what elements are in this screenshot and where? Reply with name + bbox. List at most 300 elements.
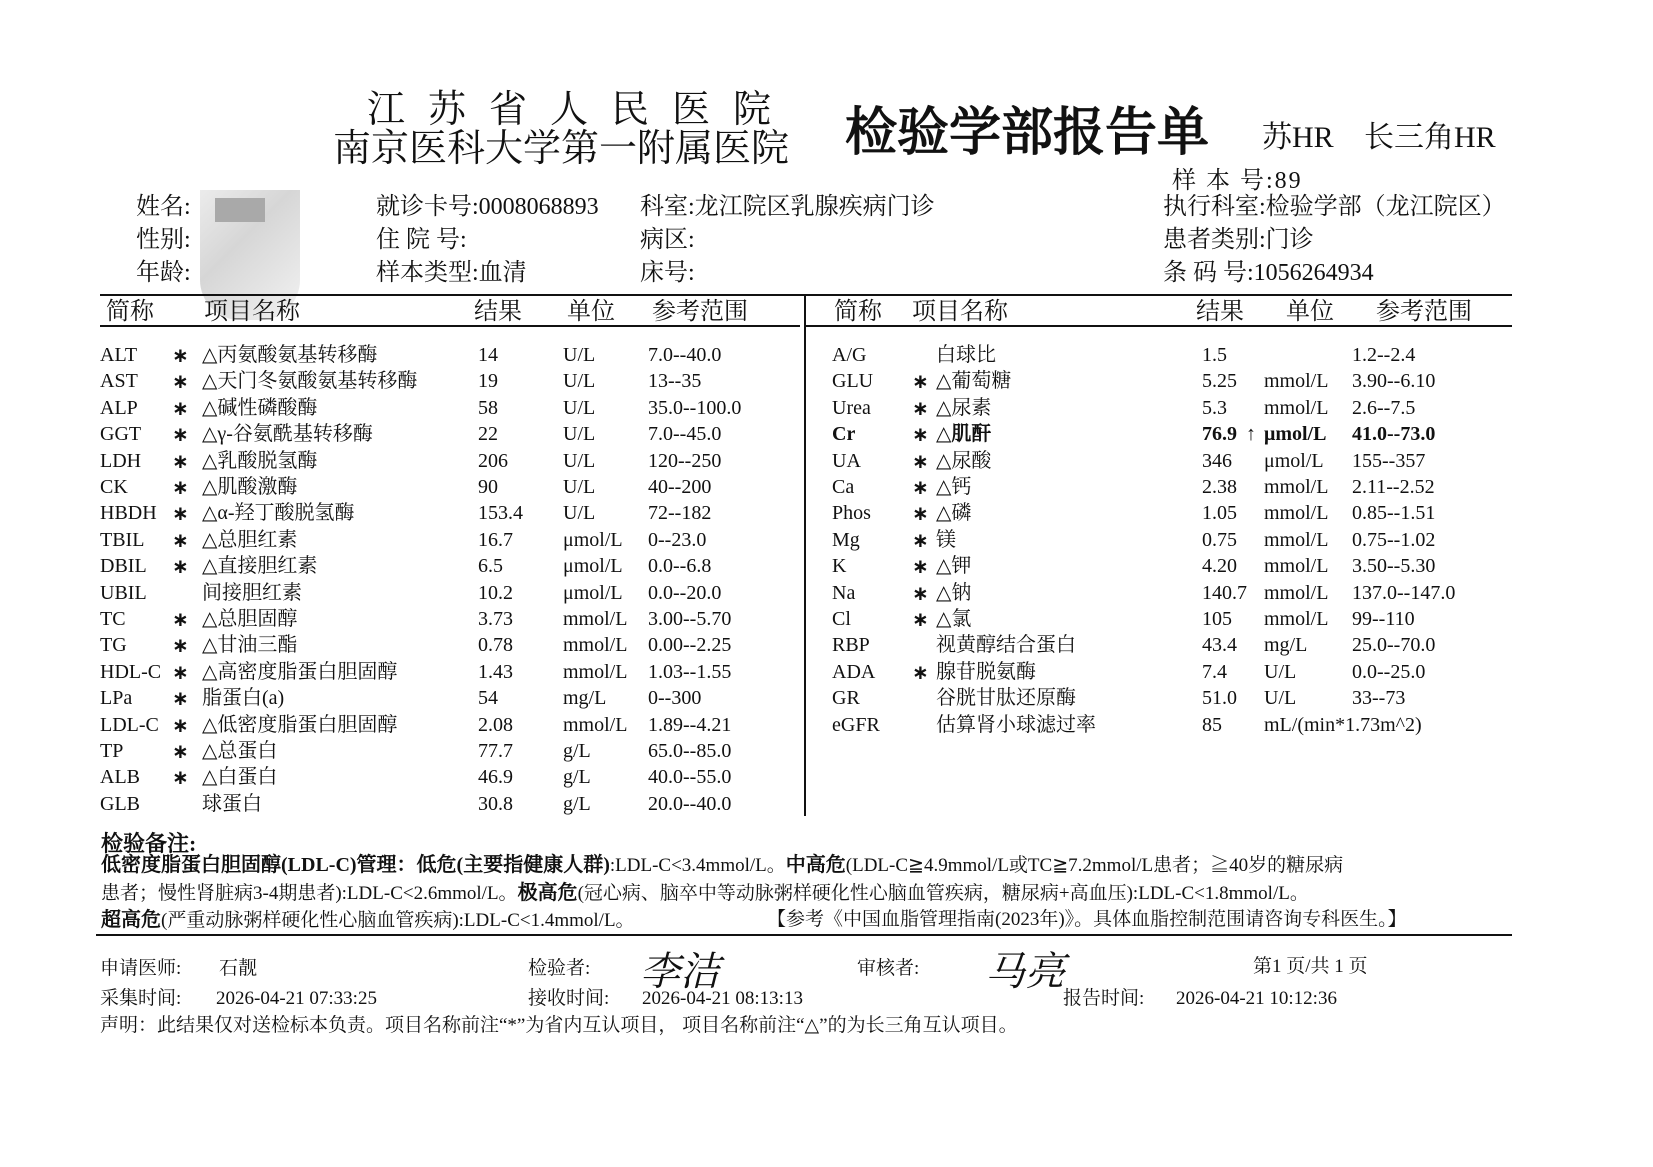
test-name: △总蛋白 [202, 740, 278, 762]
mutual-recognition-star-icon: ∗ [172, 343, 189, 367]
table-top-rule [100, 294, 1512, 296]
test-result: 85 [1202, 713, 1222, 736]
table-row [100, 660, 800, 686]
test-name: △肌酸激酶 [202, 476, 298, 498]
test-unit: μmol/L [563, 555, 623, 578]
test-name: △总胆红素 [202, 528, 298, 551]
test-result: 140.7 [1202, 581, 1247, 604]
test-abbr: Mg [832, 528, 860, 551]
test-unit: mmol/L [1264, 476, 1329, 498]
test-abbr: HDL-C [100, 660, 162, 683]
ward [640, 226, 695, 254]
hospital-name-line1: 江苏省人民医院 [367, 89, 795, 131]
test-result: 2.38 [1202, 476, 1237, 498]
collect-time: 2026-04-21 07:33:25 [216, 988, 377, 1009]
test-unit: U/L [563, 344, 596, 366]
very-high-risk-heading: 极高危 [517, 882, 578, 904]
reference-range: 3.90--6.10 [1352, 370, 1436, 393]
very-high-risk-text: (冠心病、脑卒中等动脉粥样硬化性心脑血管疾病，糖尿病+高血压):LDL-C<1.8mmol/L。 [577, 883, 1309, 904]
table-row [100, 607, 800, 633]
reference-range: 0.0--6.8 [648, 555, 712, 578]
test-unit: mmol/L [1264, 370, 1329, 393]
test-name: △γ-谷氨酰基转移酶 [202, 423, 373, 446]
test-name: △总胆固醇 [202, 608, 298, 630]
ultra-high-risk-heading: 超高危 [101, 909, 161, 931]
test-name: 镁 [936, 528, 956, 551]
mutual-recognition-star-icon: ∗ [172, 475, 189, 499]
mutual-recognition-star-icon: ∗ [172, 448, 189, 473]
remarks-line-2 [101, 881, 1309, 906]
tester-label: 检验者: [528, 958, 591, 979]
page-info: 第1 页/共 1 页 [1253, 956, 1368, 977]
table-row [100, 581, 800, 607]
table-row [832, 660, 1532, 686]
test-name: △肌酐 [936, 423, 992, 446]
test-name: 腺苷脱氨酶 [936, 660, 1036, 683]
test-result: 1.05 [1202, 502, 1237, 525]
table-row [100, 449, 800, 475]
test-unit: U/L [563, 370, 596, 393]
test-result: 346 [1202, 449, 1232, 472]
test-result: 7.4 [1202, 660, 1227, 683]
test-name: △α-羟丁酸脱氢酶 [202, 502, 355, 525]
test-result: 5.3 [1202, 396, 1227, 419]
ward-label: 病区: [640, 227, 695, 253]
test-name: △直接胆红素 [202, 555, 318, 578]
guideline-reference: 【参考《中国血脂管理指南(2023年)》。具体血脂控制范围请咨询专科医生。】 [767, 909, 1407, 930]
yrd-hr-tag: 长三角HR [1364, 121, 1496, 154]
test-name: 间接胆红素 [202, 581, 302, 604]
remarks-line-1 [101, 853, 1343, 878]
test-unit: mmol/L [1264, 396, 1329, 419]
test-result: 153.4 [478, 502, 523, 525]
test-abbr: UBIL [100, 581, 147, 604]
hospital-name-line2: 南京医科大学第一附属医院 [333, 128, 790, 170]
sample-type-value: 血清 [478, 260, 527, 286]
test-unit: μmol/L [563, 528, 623, 551]
mutual-recognition-star-icon: ∗ [172, 686, 189, 711]
test-unit: mmol/L [1264, 502, 1329, 525]
test-name: 球蛋白 [202, 792, 262, 815]
test-unit: g/L [563, 792, 591, 815]
name-label: 姓名: [136, 194, 191, 220]
visit-card [376, 193, 599, 221]
table-row [832, 713, 1532, 739]
reference-range: 120--250 [648, 449, 722, 472]
test-abbr: AST [100, 370, 138, 393]
test-name: △天门冬氨酸氨基转移酶 [202, 370, 418, 393]
reference-range: 3.00--5.70 [648, 608, 732, 630]
test-unit: mmol/L [1264, 555, 1329, 578]
table-row [100, 686, 800, 712]
reference-range: 0--23.0 [648, 528, 707, 551]
test-name: △低密度脂蛋白胆固醇 [202, 713, 398, 736]
department-label: 科室: [640, 194, 695, 220]
right-col-abbr: 简称 [834, 299, 882, 325]
sample-number [1172, 160, 1303, 195]
test-unit: mL/(min*1.73m^2) [1264, 713, 1422, 736]
column-divider [804, 294, 806, 816]
table-row [832, 343, 1532, 369]
test-abbr: LPa [100, 687, 133, 710]
left-col-abbr: 简称 [106, 299, 154, 325]
test-result: 22 [478, 423, 498, 446]
reference-range: 155--357 [1352, 449, 1426, 472]
table-row [832, 554, 1532, 580]
test-unit: mmol/L [1264, 581, 1329, 604]
su-hr-tag: 苏HR [1262, 121, 1334, 154]
reference-range: 0.85--1.51 [1352, 502, 1436, 525]
test-name: 估算肾小球滤过率 [936, 713, 1096, 736]
mutual-recognition-star-icon: ∗ [912, 369, 929, 394]
table-row [832, 581, 1532, 607]
reference-range: 0--300 [648, 687, 702, 710]
table-row [100, 528, 800, 554]
test-abbr: TG [100, 634, 127, 657]
tester-signature: 李洁 [640, 949, 720, 995]
test-name: △尿素 [936, 396, 992, 419]
low-risk-heading: 低密度脂蛋白胆固醇(LDL-C)管理：低危(主要指健康人群) [101, 854, 610, 876]
test-name: △葡萄糖 [936, 370, 1012, 393]
test-abbr: CK [100, 476, 128, 498]
test-name: △钙 [936, 476, 972, 498]
test-unit: mmol/L [1264, 608, 1329, 630]
table-row [100, 343, 800, 369]
test-unit: μmol/L [1264, 423, 1327, 446]
table-row [832, 396, 1532, 422]
mutual-recognition-star-icon: ∗ [172, 422, 189, 447]
reference-range: 0.0--25.0 [1352, 660, 1426, 683]
reviewer-signature: 马亮 [985, 949, 1065, 995]
test-abbr: ALP [100, 396, 138, 419]
mid-high-risk-text: (LDL-C≧4.9mmol/L或TC≧7.2mmol/L患者；≧40岁的糖尿病 [845, 855, 1344, 876]
table-row [100, 422, 800, 448]
collect-time-label: 采集时间: [100, 988, 182, 1009]
mutual-recognition-star-icon: ∗ [912, 395, 929, 420]
reference-range: 1.2--2.4 [1352, 344, 1416, 366]
test-name: 脂蛋白(a) [202, 687, 285, 710]
test-result: 0.78 [478, 634, 513, 657]
test-unit: U/L [563, 449, 596, 472]
sample-type [376, 259, 527, 287]
test-name: 白球比 [936, 344, 996, 366]
reference-range: 1.03--1.55 [648, 660, 732, 683]
reference-range: 20.0--40.0 [648, 792, 732, 815]
test-result: 16.7 [478, 528, 513, 551]
test-name: △钠 [936, 581, 972, 604]
test-abbr: Na [832, 581, 856, 604]
table-row [100, 369, 800, 395]
test-result: 1.5 [1202, 344, 1227, 366]
test-result: 77.7 [478, 740, 513, 762]
mutual-recognition-star-icon: ∗ [172, 501, 189, 526]
test-abbr: DBIL [100, 555, 147, 578]
table-row [832, 528, 1532, 554]
mutual-recognition-star-icon: ∗ [172, 712, 189, 737]
reference-range: 99--110 [1352, 608, 1415, 630]
low-risk-text: :LDL-C<3.4mmol/L。 [609, 855, 786, 876]
test-abbr: HBDH [100, 502, 157, 525]
left-col-result: 结果 [474, 299, 522, 325]
reference-range: 65.0--85.0 [648, 740, 732, 762]
gender-label: 性别: [136, 227, 191, 253]
test-abbr: Phos [832, 502, 871, 525]
table-row [100, 554, 800, 580]
test-result: 10.2 [478, 581, 513, 604]
right-col-range: 参考范围 [1376, 299, 1472, 325]
right-col-unit: 单位 [1286, 299, 1334, 325]
mutual-recognition-star-icon: ∗ [912, 580, 929, 605]
test-abbr: GLB [100, 792, 140, 815]
table-row [832, 449, 1532, 475]
test-name: △钾 [936, 555, 972, 578]
reference-range: 0.75--1.02 [1352, 528, 1436, 551]
reference-range: 72--182 [648, 502, 712, 525]
reference-range: 40.0--55.0 [648, 766, 732, 789]
inpatient-no [376, 226, 467, 254]
reviewer-label: 审核者: [857, 958, 920, 979]
test-abbr: TBIL [100, 528, 145, 551]
test-name: △磷 [936, 502, 972, 525]
mutual-recognition-star-icon: ∗ [912, 607, 929, 631]
test-result: 206 [478, 449, 508, 472]
test-abbr: Cr [832, 423, 856, 446]
table-row [832, 369, 1532, 395]
mutual-recognition-star-icon: ∗ [912, 527, 929, 552]
test-name: △氯 [936, 608, 972, 630]
right-col-result: 结果 [1196, 299, 1244, 325]
mutual-recognition-star-icon: ∗ [912, 475, 929, 499]
test-abbr: GGT [100, 423, 142, 446]
patient-type-label: 患者类别: [1163, 227, 1266, 253]
reference-range: 0.00--2.25 [648, 634, 732, 657]
table-row [100, 396, 800, 422]
ultra-high-risk-text: (严重动脉粥样硬化性心脑血管疾病):LDL-C<1.4mmol/L。 [161, 910, 635, 931]
table-row [100, 765, 800, 791]
mid-high-risk-text-cont: 患者；慢性肾脏病3-4期患者):LDL-C<2.6mmol/L。 [101, 883, 518, 904]
test-unit: μmol/L [1264, 449, 1324, 472]
test-abbr: A/G [832, 344, 867, 366]
inpatient-no-label: 住 院 号: [376, 227, 467, 253]
test-result: 76.9 [1202, 423, 1237, 446]
sample-number-value: 89 [1274, 168, 1303, 194]
test-result: 6.5 [478, 555, 503, 578]
test-unit: mmol/L [1264, 528, 1329, 551]
test-result: 14 [478, 344, 498, 366]
barcode-value: 1056264934 [1253, 260, 1374, 286]
test-unit: g/L [563, 766, 591, 789]
test-name: △甘油三酯 [202, 634, 298, 657]
table-row [832, 607, 1532, 633]
test-result: 19 [478, 370, 498, 393]
reference-range: 0.0--20.0 [648, 581, 722, 604]
test-result: 43.4 [1202, 634, 1237, 657]
test-result: 51.0 [1202, 687, 1237, 710]
table-row [832, 633, 1532, 659]
table-row [100, 475, 800, 501]
test-unit: U/L [563, 423, 596, 446]
test-result: 0.75 [1202, 528, 1237, 551]
bed [640, 259, 695, 287]
mutual-recognition-star-icon: ∗ [172, 739, 189, 763]
reference-range: 35.0--100.0 [648, 396, 742, 419]
table-row-abnormal [832, 422, 1532, 448]
reference-range: 13--35 [648, 370, 702, 393]
test-abbr: TP [100, 740, 124, 762]
mutual-recognition-star-icon: ∗ [172, 659, 189, 684]
reference-range: 40--200 [648, 476, 712, 498]
test-abbr: GR [832, 687, 860, 710]
table-row [100, 739, 800, 765]
mutual-recognition-star-icon: ∗ [912, 448, 929, 473]
reference-range: 33--73 [1352, 687, 1406, 710]
test-unit: mmol/L [563, 608, 628, 630]
test-unit: mg/L [563, 687, 607, 710]
mutual-recognition-star-icon: ∗ [172, 607, 189, 631]
report-time-label: 报告时间: [1063, 988, 1145, 1009]
redacted-name-block [215, 198, 265, 222]
test-result: 90 [478, 476, 498, 498]
table-row [100, 713, 800, 739]
table-row [100, 792, 800, 818]
test-abbr: Urea [832, 396, 871, 419]
test-abbr: Ca [832, 476, 855, 498]
mutual-recognition-star-icon: ∗ [172, 369, 189, 394]
right-col-name: 项目名称 [912, 299, 1008, 325]
test-unit: U/L [563, 502, 596, 525]
test-abbr: K [832, 555, 847, 578]
statement: 声明：此结果仅对送检标本负责。项目名称前注“*”为省内互认项目， 项目名称前注“△”的为长三角互认项目。 [100, 1015, 1018, 1036]
test-abbr: GLU [832, 370, 874, 393]
table-row [832, 475, 1532, 501]
remarks-title: 检验备注: [101, 831, 197, 856]
test-unit: U/L [563, 476, 596, 498]
test-result: 30.8 [478, 792, 513, 815]
patient-type [1163, 226, 1314, 254]
report-title: 检验学部报告单 [845, 105, 1210, 162]
sample-number-label: 样 本 号: [1172, 168, 1275, 194]
visit-card-label: 就诊卡号: [376, 194, 479, 220]
test-result: 46.9 [478, 766, 513, 789]
exec-dept-value: 检验学部（龙江院区） [1265, 194, 1506, 220]
mutual-recognition-star-icon: ∗ [172, 633, 189, 658]
test-unit: mmol/L [563, 713, 628, 736]
test-abbr: LDL-C [100, 713, 159, 736]
mutual-recognition-star-icon: ∗ [912, 422, 929, 447]
test-unit: mg/L [1264, 634, 1308, 657]
exec-dept-label: 执行科室: [1163, 194, 1266, 220]
test-unit: g/L [563, 740, 591, 762]
mutual-recognition-star-icon: ∗ [912, 554, 929, 579]
test-unit: U/L [1264, 687, 1297, 710]
test-name: 谷胱甘肽还原酶 [936, 687, 1076, 710]
doctor-label: 申请医师: [100, 958, 182, 979]
test-abbr: eGFR [832, 713, 880, 736]
test-unit: mmol/L [563, 660, 628, 683]
test-unit: U/L [1264, 660, 1297, 683]
test-name: △碱性磷酸酶 [202, 396, 318, 419]
reference-range: 2.6--7.5 [1352, 396, 1416, 419]
barcode-label: 条 码 号: [1163, 260, 1254, 286]
test-name: 视黄醇结合蛋白 [936, 634, 1076, 657]
sample-type-label: 样本类型: [376, 260, 479, 286]
abnormal-up-arrow-icon: ↑ [1246, 423, 1256, 446]
mutual-recognition-star-icon: ∗ [912, 501, 929, 526]
table-row [100, 633, 800, 659]
reference-range: 25.0--70.0 [1352, 634, 1436, 657]
reference-range: 41.0--73.0 [1352, 423, 1436, 446]
test-name: △乳酸脱氢酶 [202, 449, 318, 472]
mutual-recognition-star-icon: ∗ [172, 765, 189, 790]
report-time: 2026-04-21 10:12:36 [1176, 988, 1337, 1009]
doctor-value: 石靓 [219, 958, 258, 979]
mutual-recognition-star-icon: ∗ [172, 527, 189, 552]
table-row [100, 501, 800, 527]
mutual-recognition-star-icon: ∗ [912, 659, 929, 684]
mutual-recognition-star-icon: ∗ [172, 395, 189, 420]
test-result: 54 [478, 687, 498, 710]
left-col-range: 参考范围 [652, 299, 748, 325]
test-abbr: ALT [100, 344, 138, 366]
left-col-name: 项目名称 [204, 299, 300, 325]
receive-time: 2026-04-21 08:13:13 [642, 988, 803, 1009]
barcode [1163, 259, 1374, 287]
test-name: △白蛋白 [202, 766, 278, 789]
test-abbr: Cl [832, 608, 851, 630]
test-abbr: RBP [832, 634, 870, 657]
test-name: △丙氨酸氨基转移酶 [202, 344, 378, 366]
bed-label: 床号: [640, 260, 695, 286]
reference-range: 137.0--147.0 [1352, 581, 1456, 604]
test-unit: mmol/L [563, 634, 628, 657]
test-result: 3.73 [478, 608, 513, 630]
test-result: 58 [478, 396, 498, 419]
test-abbr: UA [832, 449, 861, 472]
test-result: 1.43 [478, 660, 513, 683]
mid-high-risk-heading: 中高危 [785, 854, 846, 876]
table-row [832, 686, 1532, 712]
patient-type-value: 门诊 [1265, 227, 1314, 253]
table-row [832, 501, 1532, 527]
age-label: 年龄: [136, 260, 191, 286]
test-name: △尿酸 [936, 449, 992, 472]
test-result: 105 [1202, 608, 1232, 630]
reference-range: 1.89--4.21 [648, 713, 732, 736]
test-abbr: ADA [832, 660, 876, 683]
department [640, 193, 935, 221]
test-abbr: TC [100, 608, 126, 630]
reference-range: 3.50--5.30 [1352, 555, 1436, 578]
reference-range: 7.0--45.0 [648, 423, 722, 446]
test-abbr: LDH [100, 449, 142, 472]
test-name: △高密度脂蛋白胆固醇 [202, 660, 398, 683]
remarks-bottom-rule [96, 934, 1512, 936]
test-result: 4.20 [1202, 555, 1237, 578]
test-unit: U/L [563, 396, 596, 419]
department-value: 龙江院区乳腺疾病门诊 [694, 194, 935, 220]
exec-dept [1163, 193, 1506, 221]
receive-time-label: 接收时间: [528, 988, 610, 1009]
reference-range: 2.11--2.52 [1352, 476, 1435, 498]
test-result: 5.25 [1202, 370, 1237, 393]
test-unit: μmol/L [563, 581, 623, 604]
test-abbr: ALB [100, 766, 140, 789]
left-col-unit: 单位 [567, 299, 615, 325]
reference-range: 7.0--40.0 [648, 344, 722, 366]
remarks-line-3 [101, 908, 635, 933]
mutual-recognition-star-icon: ∗ [172, 554, 189, 579]
visit-card-value: 0008068893 [478, 194, 599, 220]
